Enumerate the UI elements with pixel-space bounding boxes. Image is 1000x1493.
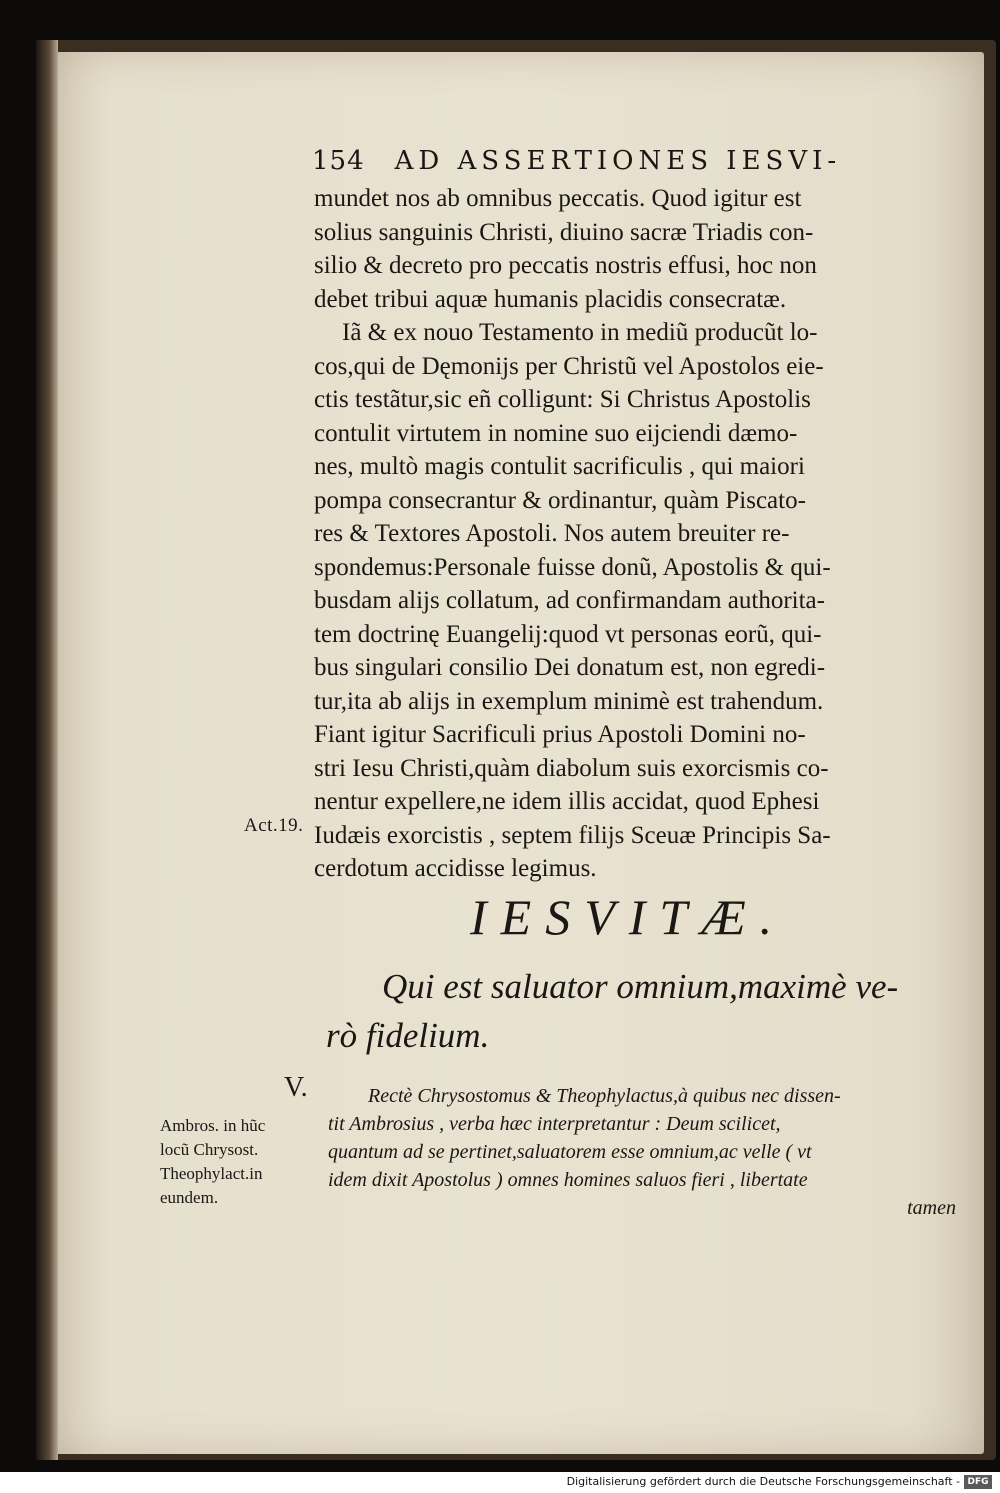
- text-line: Iudæis exorcistis , septem filijs Sceuæ Principis Sa-: [314, 821, 831, 849]
- text-line: nentur expellere,ne idem illis accidat, quod Ephesi: [314, 788, 820, 815]
- text-line: quantum ad se pertinet,saluatorem esse omnium,ac velle ( vt: [328, 1141, 812, 1163]
- text-line: cos,qui de Dęmonijs per Christũ vel Apostolos eie-: [314, 352, 824, 380]
- margin-note-acts: Act.19.: [244, 815, 304, 836]
- text-line: idem dixit Apostolus ) omnes homines saluos fieri , libertate: [328, 1169, 808, 1191]
- dfg-logo-icon: DFG: [964, 1475, 992, 1489]
- text-line: Fiant igitur Sacrificuli prius Apostoli Domini no-: [314, 721, 806, 748]
- running-header: [312, 146, 872, 186]
- book-spine: [36, 40, 58, 1460]
- margin-note-references: [160, 1114, 330, 1210]
- text-line: tit Ambrosius , verba hæc interpretantur : Deum scilicet,: [328, 1113, 781, 1135]
- text-line: spondemus:Personale fuisse donũ, Apostolis & qui-: [314, 553, 831, 581]
- catchword: tamen: [907, 1197, 956, 1219]
- scripture-quote: [326, 962, 972, 1060]
- text-line: tur,ita ab alijs in exemplum minimè est trahendum.: [314, 687, 824, 715]
- text-line: stri Iesu Christi,quàm diabolum suis exorcismis co-: [314, 754, 829, 782]
- text-line: busdam alijs collatum, ad confirmandam authorita-: [314, 587, 825, 614]
- footer-bar: [0, 1472, 1000, 1493]
- text-line: pompa consecrantur & ordinantur, quàm Piscato-: [314, 486, 806, 514]
- text-line: Iã & ex nouo Testamento in mediũ producũt lo-: [342, 319, 818, 346]
- margin-ref-line: locũ Chrysost.: [160, 1140, 259, 1159]
- text-line: silio & decreto pro peccatis nostris effusi, hoc non: [314, 252, 817, 279]
- text-line: bus singulari consilio Dei donatum est, non egredi-: [314, 654, 826, 681]
- margin-ref-line: eundem.: [160, 1188, 219, 1207]
- running-title: AD ASSERTIONES IESVI-: [394, 146, 842, 176]
- text-line: Rectè Chrysostomus & Theophylactus,à quibus nec dissen-: [368, 1085, 841, 1107]
- text-line: solius sanguinis Christi, diuino sacræ Triadis con-: [314, 218, 814, 246]
- text-line: debet tribui aquæ humanis placidis consecratæ.: [314, 285, 787, 313]
- commentary-text: [328, 1082, 968, 1222]
- text-line: res & Textores Apostoli. Nos autem breuiter re-: [314, 520, 790, 547]
- text-line: ctis testãtur,sic eñ colligunt: Si Christus Apostolis: [314, 386, 811, 413]
- quote-line: rò fidelium.: [326, 1016, 490, 1055]
- main-text-block: [314, 182, 954, 886]
- margin-ref-line: Ambros. in hũc: [160, 1116, 266, 1135]
- section-heading: IESVITÆ.: [470, 889, 787, 945]
- section-marker: V.: [284, 1072, 308, 1103]
- quote-line: Qui est saluator omnium,maximè ve-: [382, 967, 899, 1006]
- text-line: mundet nos ab omnibus peccatis. Quod igitur est: [314, 185, 802, 212]
- text-line: cerdotum accidisse legimus.: [314, 855, 597, 882]
- footer-credit: Digitalisierung gefördert durch die Deutsche Forschungsgemeinschaft -: [566, 1475, 960, 1488]
- page-number: 154: [312, 146, 365, 176]
- margin-ref-line: Theophylact.in: [160, 1164, 263, 1183]
- text-line: contulit virtutem in nomine suo eijciendi dæmo-: [314, 419, 798, 447]
- text-line: tem doctrinę Euangelij:quod vt personas eorũ, qui-: [314, 620, 822, 648]
- text-line: nes, multò magis contulit sacrificulis , qui maiori: [314, 453, 805, 480]
